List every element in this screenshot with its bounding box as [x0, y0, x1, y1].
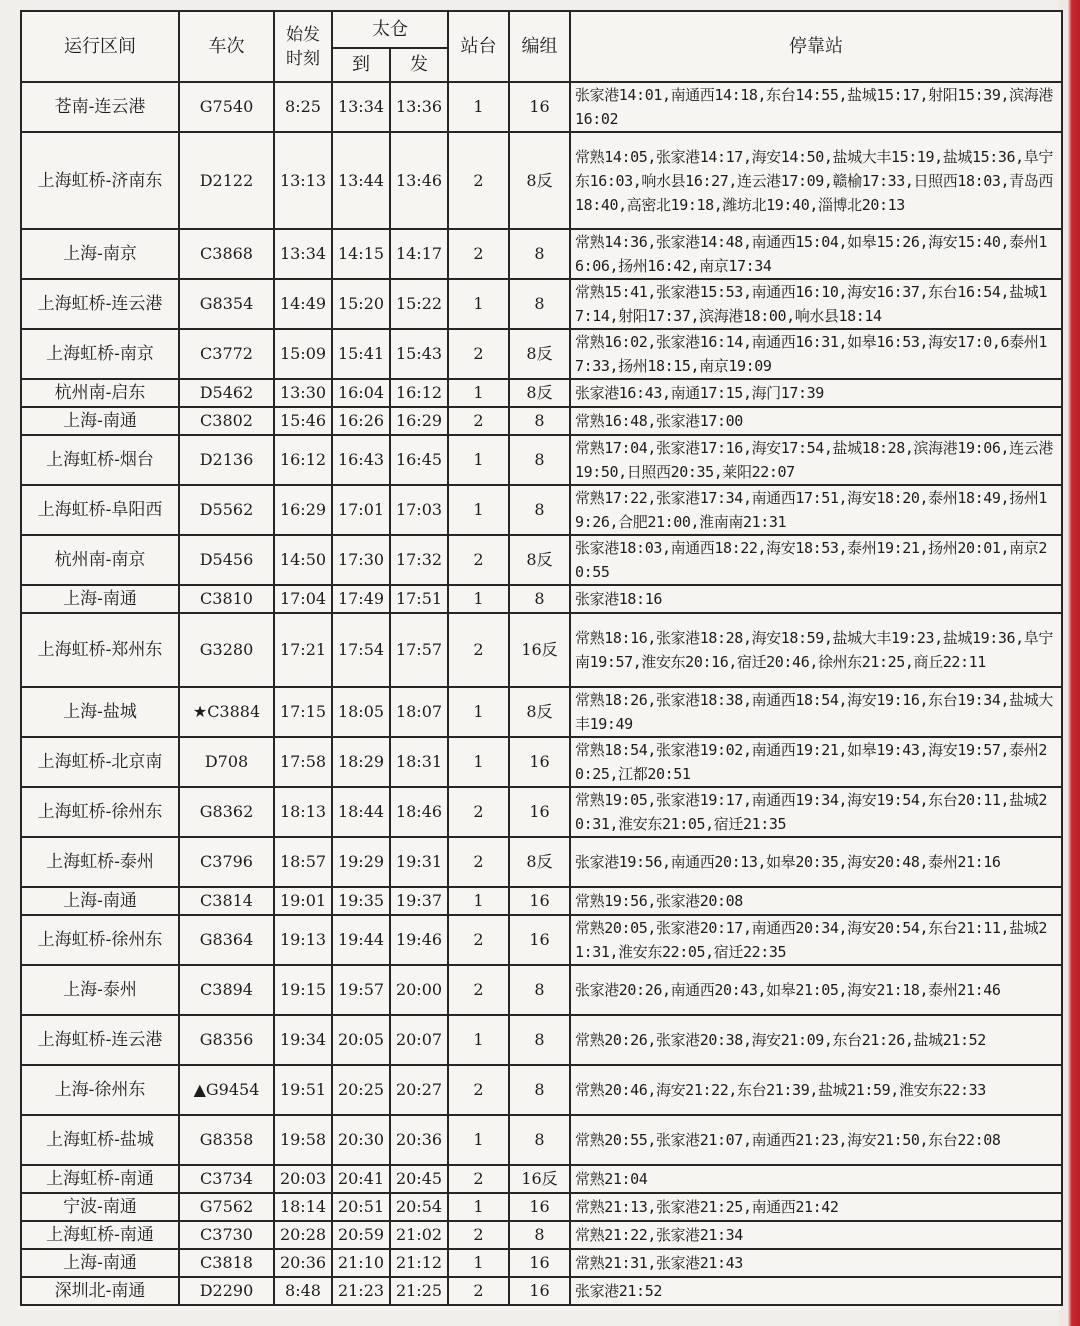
train-number-cell: C3796: [179, 837, 274, 887]
taicang-depart-cell: 16:29: [390, 407, 448, 435]
taicang-depart-cell: 21:02: [390, 1221, 448, 1249]
origin-departure-cell: 17:15: [274, 687, 332, 737]
train-number-cell: D708: [179, 737, 274, 787]
stops-cell: 常熟17:22,张家港17:34,南通西17:51,海安18:20,泰州18:49,扬州19:26,合肥21:00,淮南南21:31: [570, 485, 1062, 535]
table-row: [21, 279, 1062, 329]
formation-cell: 8: [509, 279, 570, 329]
table-row: [21, 229, 1062, 279]
stops-cell: 常熟20:26,张家港20:38,海安21:09,东台21:26,盐城21:52: [570, 1015, 1062, 1065]
formation-cell: 16: [509, 82, 570, 132]
platform-cell: 2: [448, 407, 509, 435]
stops-cell: 张家港18:16: [570, 585, 1062, 613]
taicang-arrive-cell: 19:44: [332, 915, 390, 965]
route-cell: 上海虹桥-北京南: [21, 737, 179, 787]
taicang-depart-cell: 19:46: [390, 915, 448, 965]
train-number-cell: G7562: [179, 1193, 274, 1221]
platform-cell: 2: [448, 1221, 509, 1249]
stops-cell: 张家港18:03,南通西18:22,海安18:53,泰州19:21,扬州20:01,南京20:55: [570, 535, 1062, 585]
platform-cell: 2: [448, 787, 509, 837]
train-number-cell: G8356: [179, 1015, 274, 1065]
table-row: [21, 737, 1062, 787]
taicang-depart-cell: 17:57: [390, 613, 448, 687]
formation-cell: 8: [509, 1015, 570, 1065]
origin-departure-cell: 16:29: [274, 485, 332, 535]
formation-cell: 16: [509, 1193, 570, 1221]
route-cell: 上海虹桥-阜阳西: [21, 485, 179, 535]
origin-departure-cell: 19:34: [274, 1015, 332, 1065]
table-row: [21, 329, 1062, 379]
taicang-arrive-cell: 15:20: [332, 279, 390, 329]
train-number-cell: D2136: [179, 435, 274, 485]
taicang-arrive-cell: 18:44: [332, 787, 390, 837]
origin-departure-cell: 19:51: [274, 1065, 332, 1115]
route-cell: 上海虹桥-郑州东: [21, 613, 179, 687]
taicang-depart-cell: 20:27: [390, 1065, 448, 1115]
platform-cell: 2: [448, 1165, 509, 1193]
table-row: [21, 379, 1062, 407]
taicang-arrive-cell: 16:04: [332, 379, 390, 407]
table-row: [21, 1065, 1062, 1115]
stops-cell: 常熟16:48,张家港17:00: [570, 407, 1062, 435]
formation-cell: 8反: [509, 535, 570, 585]
origin-departure-cell: 19:01: [274, 887, 332, 915]
formation-cell: 8: [509, 1221, 570, 1249]
route-cell: 上海虹桥-盐城: [21, 1115, 179, 1165]
origin-departure-cell: 14:50: [274, 535, 332, 585]
taicang-depart-cell: 20:36: [390, 1115, 448, 1165]
taicang-arrive-cell: 21:10: [332, 1249, 390, 1277]
taicang-arrive-cell: 18:05: [332, 687, 390, 737]
origin-departure-cell: 19:13: [274, 915, 332, 965]
origin-departure-cell: 16:12: [274, 435, 332, 485]
formation-cell: 16: [509, 1249, 570, 1277]
route-cell: 上海虹桥-南通: [21, 1165, 179, 1193]
header-depart: 发: [390, 48, 448, 82]
origin-departure-cell: 17:21: [274, 613, 332, 687]
formation-cell: 8: [509, 435, 570, 485]
train-number-cell: D5456: [179, 535, 274, 585]
stops-cell: 常熟18:16,张家港18:28,海安18:59,盐城大丰19:23,盐城19:36,阜宁南19:57,淮安东20:16,宿迁20:46,徐州东21:25,商丘22:11: [570, 613, 1062, 687]
taicang-arrive-cell: 18:29: [332, 737, 390, 787]
train-number-cell: C3772: [179, 329, 274, 379]
stops-cell: 常熟21:13,张家港21:25,南通西21:42: [570, 1193, 1062, 1221]
platform-cell: 1: [448, 1115, 509, 1165]
taicang-arrive-cell: 20:59: [332, 1221, 390, 1249]
table-row: [21, 1193, 1062, 1221]
taicang-arrive-cell: 20:41: [332, 1165, 390, 1193]
origin-departure-cell: 13:13: [274, 132, 332, 229]
train-number-cell: G8354: [179, 279, 274, 329]
origin-departure-cell: 19:58: [274, 1115, 332, 1165]
taicang-arrive-cell: 13:34: [332, 82, 390, 132]
taicang-depart-cell: 21:25: [390, 1277, 448, 1305]
formation-cell: 16: [509, 915, 570, 965]
platform-cell: 2: [448, 132, 509, 229]
platform-cell: 2: [448, 329, 509, 379]
taicang-depart-cell: 20:54: [390, 1193, 448, 1221]
taicang-arrive-cell: 20:25: [332, 1065, 390, 1115]
platform-cell: 1: [448, 379, 509, 407]
platform-cell: 1: [448, 82, 509, 132]
platform-cell: 1: [448, 279, 509, 329]
stops-cell: 常熟17:04,张家港17:16,海安17:54,盐城18:28,滨海港19:06,连云港19:50,日照西20:35,莱阳22:07: [570, 435, 1062, 485]
stops-cell: 张家港20:26,南通西20:43,如皋21:05,海安21:18,泰州21:46: [570, 965, 1062, 1015]
route-cell: 深圳北-南通: [21, 1277, 179, 1305]
taicang-arrive-cell: 13:44: [332, 132, 390, 229]
taicang-depart-cell: 19:37: [390, 887, 448, 915]
formation-cell: 8: [509, 407, 570, 435]
taicang-arrive-cell: 17:54: [332, 613, 390, 687]
train-number-cell: D5462: [179, 379, 274, 407]
header-row-top: [21, 11, 1062, 48]
taicang-arrive-cell: 16:43: [332, 435, 390, 485]
table-row: [21, 132, 1062, 229]
stops-cell: 常熟19:56,张家港20:08: [570, 887, 1062, 915]
stops-cell: 常熟16:02,张家港16:14,南通西16:31,如皋16:53,海安17:0,6泰州17:33,扬州18:15,南京19:09: [570, 329, 1062, 379]
stops-cell: 常熟19:05,张家港19:17,南通西19:34,海安19:54,东台20:11,盐城20:31,淮安东21:05,宿迁21:35: [570, 787, 1062, 837]
header-taicang: 太仓: [332, 11, 448, 48]
taicang-depart-cell: 18:31: [390, 737, 448, 787]
header-train: 车次: [179, 11, 274, 82]
origin-departure-cell: 20:36: [274, 1249, 332, 1277]
platform-cell: 1: [448, 1015, 509, 1065]
stops-cell: 常熟21:22,张家港21:34: [570, 1221, 1062, 1249]
train-number-cell: D2290: [179, 1277, 274, 1305]
train-number-cell: G8364: [179, 915, 274, 965]
platform-cell: 2: [448, 535, 509, 585]
formation-cell: 16: [509, 737, 570, 787]
train-number-cell: G8362: [179, 787, 274, 837]
stops-cell: 张家港14:01,南通西14:18,东台14:55,盐城15:17,射阳15:39,滨海港16:02: [570, 82, 1062, 132]
formation-cell: 16: [509, 1277, 570, 1305]
platform-cell: 2: [448, 229, 509, 279]
platform-cell: 2: [448, 837, 509, 887]
route-cell: 苍南-连云港: [21, 82, 179, 132]
taicang-arrive-cell: 17:30: [332, 535, 390, 585]
table-row: [21, 1249, 1062, 1277]
route-cell: 上海虹桥-泰州: [21, 837, 179, 887]
stops-cell: 常熟21:31,张家港21:43: [570, 1249, 1062, 1277]
route-cell: 上海-泰州: [21, 965, 179, 1015]
taicang-depart-cell: 21:12: [390, 1249, 448, 1277]
train-number-cell: G3280: [179, 613, 274, 687]
stops-cell: 常熟20:46,海安21:22,东台21:39,盐城21:59,淮安东22:33: [570, 1065, 1062, 1115]
origin-departure-cell: 8:48: [274, 1277, 332, 1305]
platform-cell: 1: [448, 687, 509, 737]
taicang-arrive-cell: 17:49: [332, 585, 390, 613]
formation-cell: 16反: [509, 613, 570, 687]
taicang-depart-cell: 16:45: [390, 435, 448, 485]
stops-cell: 常熟18:26,张家港18:38,南通西18:54,海安19:16,东台19:34,盐城大丰19:49: [570, 687, 1062, 737]
route-cell: 上海虹桥-连云港: [21, 1015, 179, 1065]
table-row: [21, 1115, 1062, 1165]
taicang-arrive-cell: 15:41: [332, 329, 390, 379]
origin-departure-cell: 20:03: [274, 1165, 332, 1193]
origin-departure-cell: 17:58: [274, 737, 332, 787]
train-number-cell: D5562: [179, 485, 274, 535]
origin-departure-cell: 15:09: [274, 329, 332, 379]
table-row: [21, 687, 1062, 737]
taicang-depart-cell: 16:12: [390, 379, 448, 407]
stops-cell: 张家港16:43,南通17:15,海门17:39: [570, 379, 1062, 407]
formation-cell: 8反: [509, 379, 570, 407]
stops-cell: 张家港19:56,南通西20:13,如皋20:35,海安20:48,泰州21:16: [570, 837, 1062, 887]
formation-cell: 8反: [509, 132, 570, 229]
route-cell: 上海-南通: [21, 887, 179, 915]
platform-cell: 1: [448, 485, 509, 535]
taicang-arrive-cell: 20:51: [332, 1193, 390, 1221]
route-cell: 上海虹桥-济南东: [21, 132, 179, 229]
origin-departure-cell: 13:34: [274, 229, 332, 279]
platform-cell: 2: [448, 915, 509, 965]
table-row: [21, 837, 1062, 887]
table-row: [21, 535, 1062, 585]
table-row: [21, 965, 1062, 1015]
taicang-depart-cell: 19:31: [390, 837, 448, 887]
taicang-depart-cell: 13:36: [390, 82, 448, 132]
route-cell: 上海-徐州东: [21, 1065, 179, 1115]
stops-cell: 常熟20:05,张家港20:17,南通西20:34,海安20:54,东台21:11,盐城21:31,淮安东22:05,宿迁22:35: [570, 915, 1062, 965]
header-route: 运行区间: [21, 11, 179, 82]
taicang-arrive-cell: 20:05: [332, 1015, 390, 1065]
route-cell: 上海虹桥-徐州东: [21, 787, 179, 837]
train-number-cell: C3814: [179, 887, 274, 915]
formation-cell: 8: [509, 1065, 570, 1115]
origin-departure-cell: 15:46: [274, 407, 332, 435]
train-number-cell: D2122: [179, 132, 274, 229]
origin-departure-cell: 18:14: [274, 1193, 332, 1221]
train-number-cell: ★C3884: [179, 687, 274, 737]
table-row: [21, 435, 1062, 485]
formation-cell: 8反: [509, 687, 570, 737]
table-row: [21, 787, 1062, 837]
taicang-arrive-cell: 14:15: [332, 229, 390, 279]
platform-cell: 1: [448, 887, 509, 915]
platform-cell: 2: [448, 1277, 509, 1305]
taicang-arrive-cell: 21:23: [332, 1277, 390, 1305]
platform-cell: 1: [448, 1249, 509, 1277]
table-row: [21, 613, 1062, 687]
train-timetable: [20, 10, 1063, 1306]
stops-cell: 常熟15:41,张家港15:53,南通西16:10,海安16:37,东台16:54,盐城17:14,射阳17:37,滨海港18:00,响水县18:14: [570, 279, 1062, 329]
table-row: [21, 82, 1062, 132]
formation-cell: 8: [509, 965, 570, 1015]
taicang-depart-cell: 20:00: [390, 965, 448, 1015]
taicang-arrive-cell: 16:26: [332, 407, 390, 435]
route-cell: 宁波-南通: [21, 1193, 179, 1221]
table-row: [21, 485, 1062, 535]
formation-cell: 8反: [509, 329, 570, 379]
origin-departure-cell: 17:04: [274, 585, 332, 613]
platform-cell: 1: [448, 435, 509, 485]
origin-departure-cell: 13:30: [274, 379, 332, 407]
header-platform: 站台: [448, 11, 509, 82]
route-cell: 杭州南-南京: [21, 535, 179, 585]
taicang-depart-cell: 18:46: [390, 787, 448, 837]
route-cell: 上海虹桥-徐州东: [21, 915, 179, 965]
table-row: [21, 1165, 1062, 1193]
route-cell: 上海虹桥-连云港: [21, 279, 179, 329]
origin-departure-cell: 19:15: [274, 965, 332, 1015]
route-cell: 上海虹桥-南京: [21, 329, 179, 379]
taicang-arrive-cell: 19:29: [332, 837, 390, 887]
train-number-cell: C3734: [179, 1165, 274, 1193]
train-number-cell: C3802: [179, 407, 274, 435]
table-row: [21, 1015, 1062, 1065]
route-cell: 杭州南-启东: [21, 379, 179, 407]
taicang-arrive-cell: 17:01: [332, 485, 390, 535]
formation-cell: 8: [509, 485, 570, 535]
header-origin-departure: 始发时刻: [274, 11, 332, 82]
train-number-cell: ▲G9454: [179, 1065, 274, 1115]
route-cell: 上海-南通: [21, 407, 179, 435]
taicang-arrive-cell: 19:57: [332, 965, 390, 1015]
table-row: [21, 585, 1062, 613]
formation-cell: 16: [509, 887, 570, 915]
table-row: [21, 407, 1062, 435]
taicang-depart-cell: 17:32: [390, 535, 448, 585]
platform-cell: 2: [448, 1065, 509, 1115]
table-row: [21, 915, 1062, 965]
taicang-depart-cell: 14:17: [390, 229, 448, 279]
origin-departure-cell: 8:25: [274, 82, 332, 132]
stops-cell: 常熟20:55,张家港21:07,南通西21:23,海安21:50,东台22:08: [570, 1115, 1062, 1165]
train-number-cell: G8358: [179, 1115, 274, 1165]
table-row: [21, 1221, 1062, 1249]
taicang-arrive-cell: 20:30: [332, 1115, 390, 1165]
timetable-body: [21, 82, 1062, 1305]
taicang-arrive-cell: 19:35: [332, 887, 390, 915]
table-row: [21, 1277, 1062, 1305]
formation-cell: 16反: [509, 1165, 570, 1193]
taicang-depart-cell: 13:46: [390, 132, 448, 229]
route-cell: 上海-南京: [21, 229, 179, 279]
formation-cell: 8反: [509, 837, 570, 887]
stops-cell: 常熟21:04: [570, 1165, 1062, 1193]
stops-cell: 常熟14:36,张家港14:48,南通西15:04,如皋15:26,海安15:40,泰州16:06,扬州16:42,南京17:34: [570, 229, 1062, 279]
train-number-cell: C3894: [179, 965, 274, 1015]
taicang-depart-cell: 17:03: [390, 485, 448, 535]
formation-cell: 16: [509, 787, 570, 837]
table-row: [21, 887, 1062, 915]
taicang-depart-cell: 17:51: [390, 585, 448, 613]
formation-cell: 8: [509, 1115, 570, 1165]
header-stops: 停靠站: [570, 11, 1062, 82]
route-cell: 上海虹桥-烟台: [21, 435, 179, 485]
route-cell: 上海-南通: [21, 585, 179, 613]
header-formation: 编组: [509, 11, 570, 82]
taicang-depart-cell: 18:07: [390, 687, 448, 737]
route-cell: 上海-盐城: [21, 687, 179, 737]
formation-cell: 8: [509, 585, 570, 613]
origin-departure-cell: 14:49: [274, 279, 332, 329]
taicang-depart-cell: 20:45: [390, 1165, 448, 1193]
origin-departure-cell: 18:13: [274, 787, 332, 837]
stops-cell: 张家港21:52: [570, 1277, 1062, 1305]
train-number-cell: G7540: [179, 82, 274, 132]
origin-departure-cell: 18:57: [274, 837, 332, 887]
formation-cell: 8: [509, 229, 570, 279]
origin-departure-cell: 20:28: [274, 1221, 332, 1249]
train-number-cell: C3868: [179, 229, 274, 279]
taicang-depart-cell: 15:22: [390, 279, 448, 329]
train-number-cell: C3810: [179, 585, 274, 613]
train-number-cell: C3818: [179, 1249, 274, 1277]
header-arrive: 到: [332, 48, 390, 82]
timetable-sheet: [20, 10, 1061, 1310]
stops-cell: 常熟18:54,张家港19:02,南通西19:21,如皋19:43,海安19:57,泰州20:25,江都20:51: [570, 737, 1062, 787]
platform-cell: 2: [448, 965, 509, 1015]
platform-cell: 1: [448, 585, 509, 613]
taicang-depart-cell: 15:43: [390, 329, 448, 379]
train-number-cell: C3730: [179, 1221, 274, 1249]
platform-cell: 2: [448, 613, 509, 687]
route-cell: 上海-南通: [21, 1249, 179, 1277]
stops-cell: 常熟14:05,张家港14:17,海安14:50,盐城大丰15:19,盐城15:36,阜宁东16:03,响水县16:27,连云港17:09,赣榆17:33,日照西18:03,青岛西18:40,高密北19:18,潍坊北19:40,淄博北20:13: [570, 132, 1062, 229]
platform-cell: 1: [448, 1193, 509, 1221]
route-cell: 上海虹桥-南通: [21, 1221, 179, 1249]
platform-cell: 1: [448, 737, 509, 787]
taicang-depart-cell: 20:07: [390, 1015, 448, 1065]
